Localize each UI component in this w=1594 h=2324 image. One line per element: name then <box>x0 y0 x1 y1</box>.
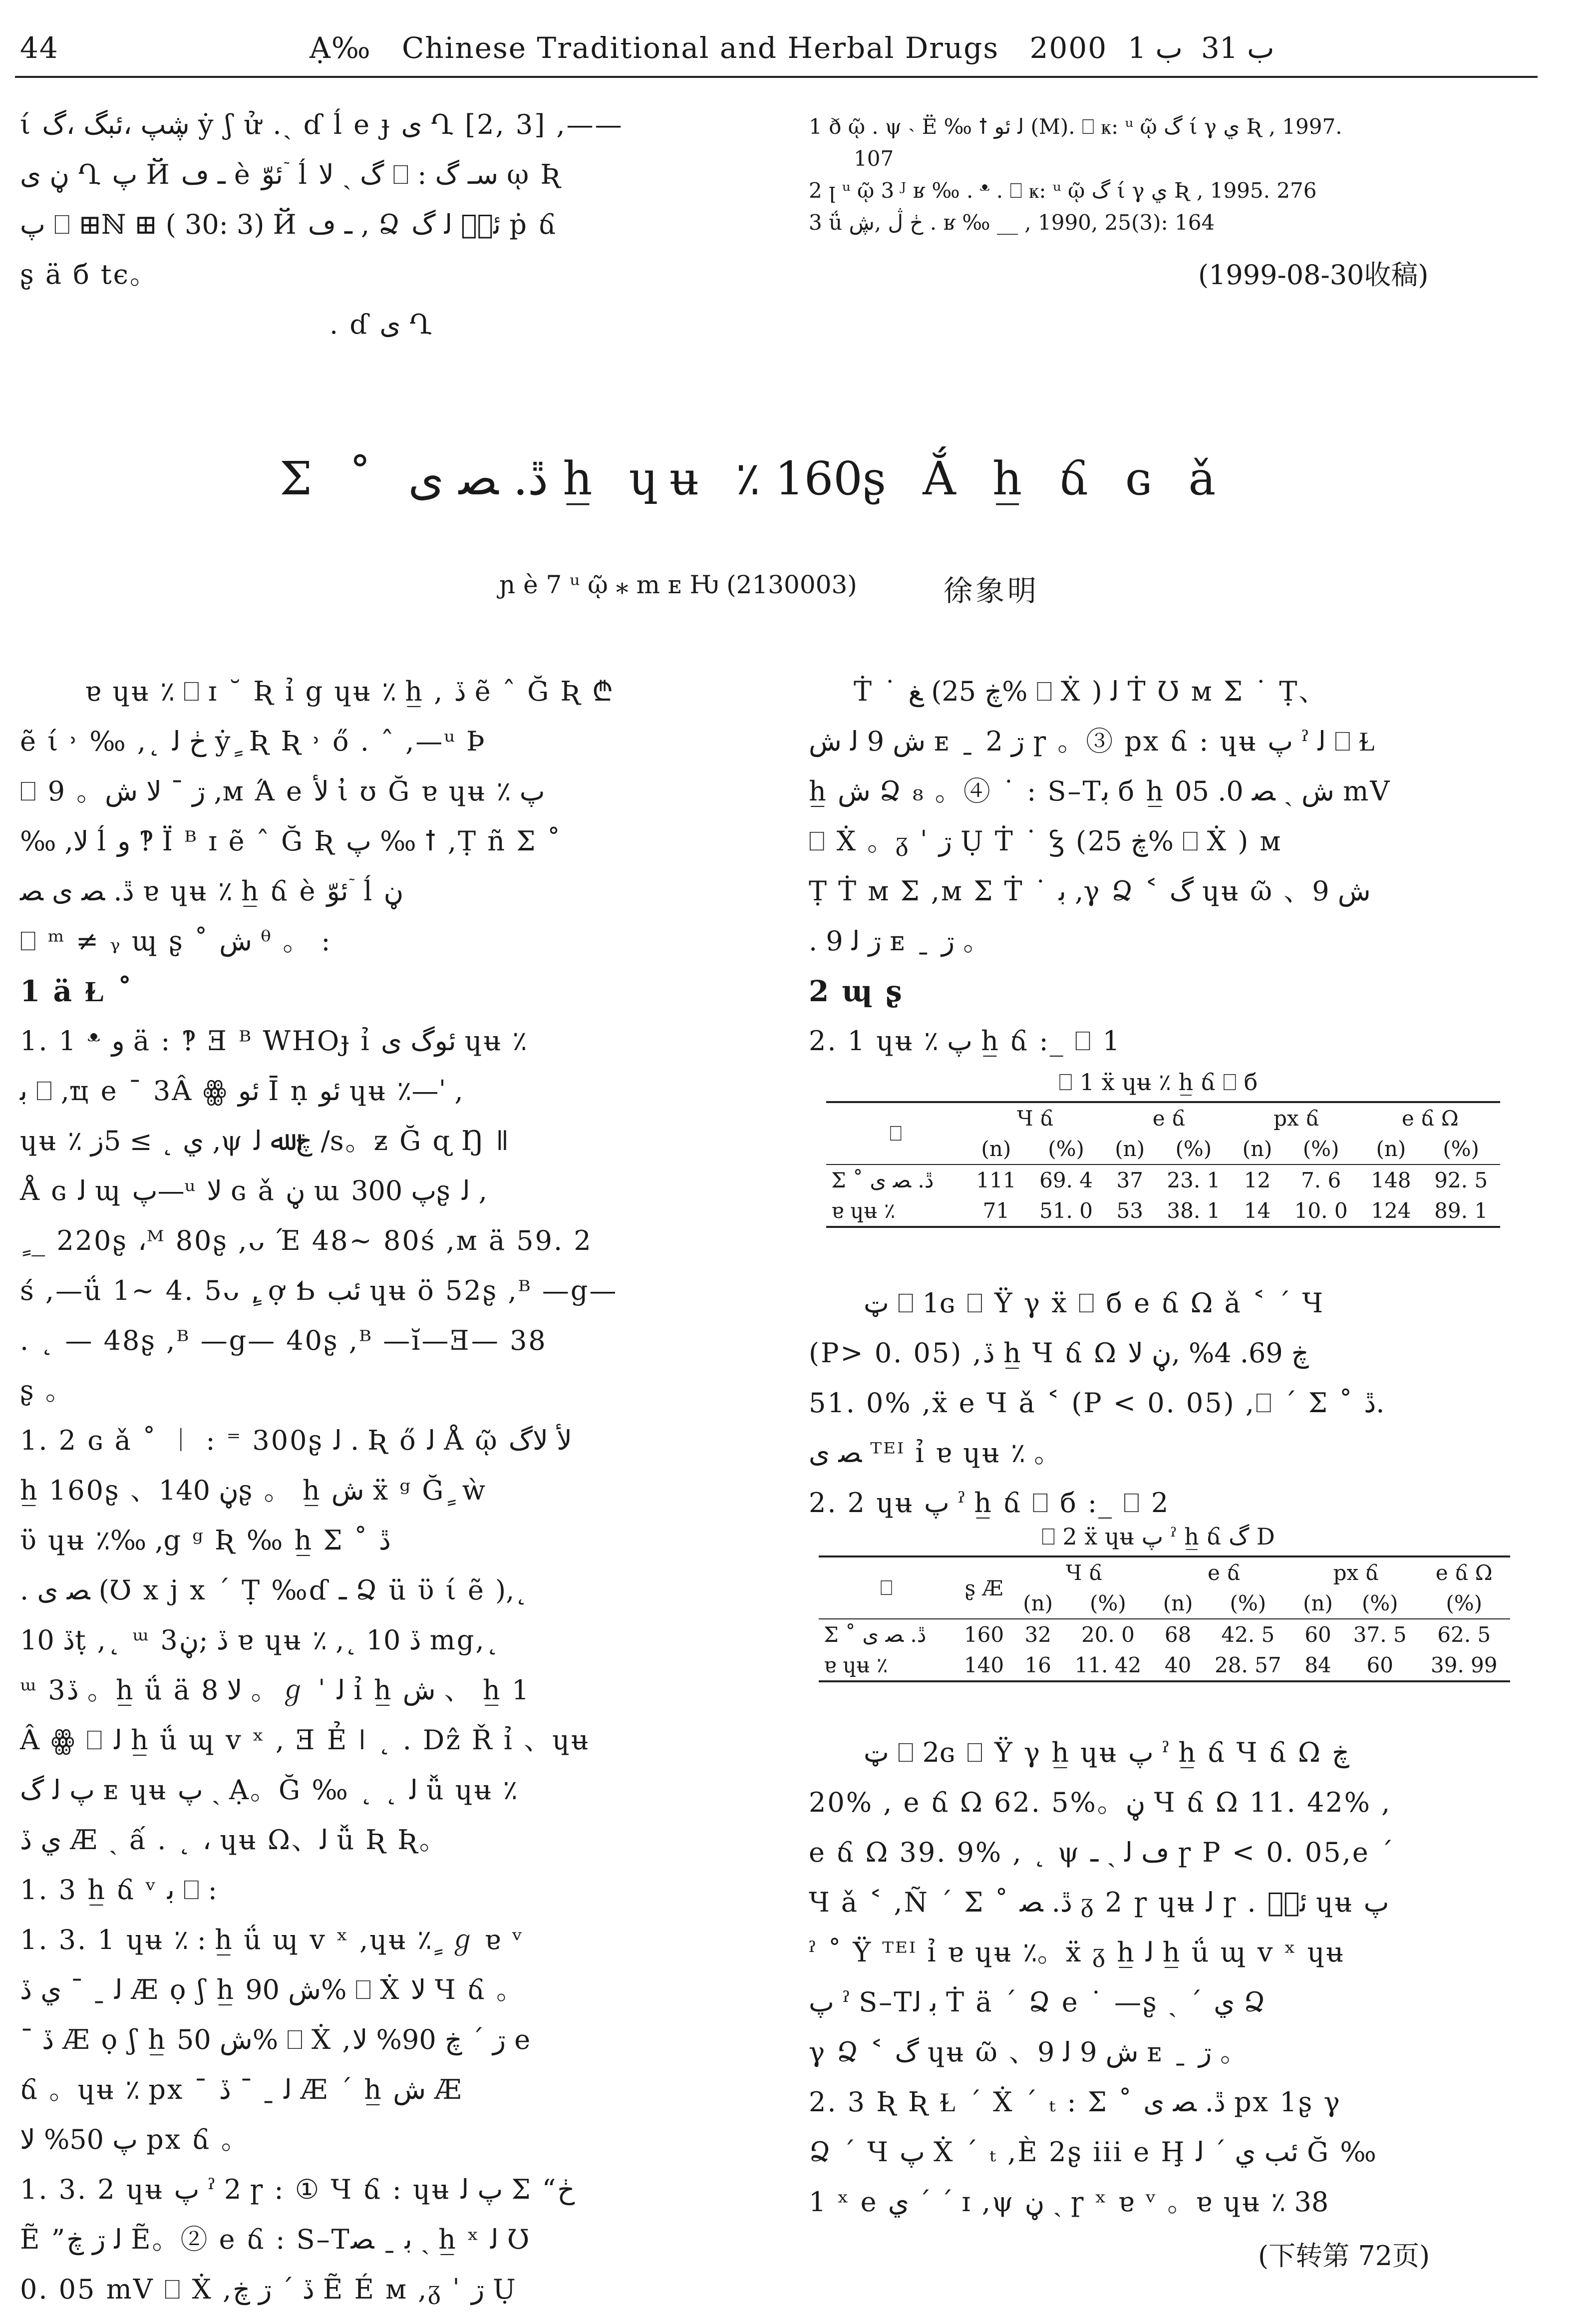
table-cell: 53 <box>1105 1195 1155 1227</box>
text-line: Ṭ Ṫ ᴍ Σ ,ᴍ Σ Ṫ ˙ ﺑ ,γ Ձ ˂ گ ɥʉ ῶ 、ش 9 <box>809 875 1371 907</box>
table-cell: 38. 1 <box>1155 1195 1233 1227</box>
table-cell: 68 <box>1154 1619 1202 1650</box>
reference-item: 2 ꞁ ᵘ ῷ 3 ᴶ ʁ ‰ . ᵜ . ⎕ ҝ: ᵘ ῷ گ ί γ ي Ʀ , 1995. 276 <box>809 178 1317 203</box>
row-label: Σ ˚ ڐ. ﺼ ى <box>819 1619 954 1650</box>
text-line: γ Ձ ˂ گ ɥʉ ῶ 、ش 9 ﻟ 9 ᴇ ˍ ڗ 。 <box>809 2036 1249 2068</box>
sub-header: (n) <box>1115 1137 1145 1161</box>
text-line: Ч ǎ ˂ ,Ñ ˊ Σ ˚ ڐ. ﺼ ᵹ 2 ɼ ɥʉ ﻟ ɼ . ئبٖ ɥʉ ﭖ <box>809 1887 1389 1918</box>
text-line: e ճ Ω 39. 9% , ˛ ψ ڡ ﻟ ˏ ـ ɼ P < 0. 05,e ˊ <box>809 1837 1395 1868</box>
text-line: Ẽ ”ﻟ ڗ ڿ Ẽ。② e ճ : S–Tﺑ ˍ ﺼ ˏ h̲ ˣ ﻟ Ʊ <box>20 2224 531 2255</box>
text-line: ί ڜپ ،ئبگ ،گ ẏ ʃ ử .ˏ ɗ ĺ e ɟ ى Ղ [2, 3] ,—— <box>20 109 624 140</box>
article-title: Σ ˚ ڐ. ﺼ ى h̲ ɥʉ ٪ 160ʂ Ắ h̲ ճ ɢ ǎ <box>280 452 1227 505</box>
text-line: 51. 0% ,ẍ e Ч ǎ ˂ (P < 0. 05) ,⎕ ˊ Σ ˚ ڐ. <box>809 1387 1385 1419</box>
table-cell: 32 <box>1014 1619 1062 1650</box>
text-line: ټ ⎕ 1ɢ ⎕ Ÿ γ ẍ ⎕ б e ճ Ω ǎ ˂ ˊ Ч <box>864 1287 1325 1319</box>
table-cell: 71 <box>965 1195 1027 1227</box>
text-line: ˉ ڏ Æ ọ ʃ h̲ ﺵ 50% ⎕ Ẋ ,ڗ ˊ ڿ 90% ﻻ e <box>20 2024 532 2055</box>
table-cell: 16 <box>1014 1650 1062 1681</box>
column-header: ʂ Æ <box>954 1556 1014 1619</box>
left-column <box>20 667 618 2315</box>
table-cell: 23. 1 <box>1155 1164 1233 1195</box>
table-cell: 148 <box>1360 1164 1422 1195</box>
sub-header: (n) <box>1023 1591 1053 1615</box>
reference-item: 107 <box>854 146 894 171</box>
text-line: 1. 3. 2 ɥʉ ﭖ ˀ 2 ɼ : ① Ч ճ : ɥʉ ﭖ ﻟ Σ “ڂ <box>20 2174 575 2205</box>
references <box>809 111 1342 239</box>
text-line: ڏ 10ṭ ,˛ ᵚ 3ڏ ;ڼ ɐ ɥʉ ٪ ,˛ ڏ 10 mg,˛ <box>20 1624 501 1656</box>
table-cell: 51. 0 <box>1027 1195 1105 1227</box>
text-line: 1 ˣ e ي ˊ ˊ ɪ ,ψ ڼ ˏ ɼ ˣ ɐ ᵛ 。ɐ ɥʉ ٪ 38 <box>809 2186 1329 2218</box>
column-group: e ճ <box>1154 1556 1294 1588</box>
text-line: 0. 05 mV ⎕ Ẋ ,ڏ ˊ ڗ ڿ Ẽ É ᴍ ,ᵹ ˈ ڗ Ụ <box>20 2274 517 2305</box>
sub-header: (%) <box>1048 1137 1084 1161</box>
text-line: ﭖ ﻟ گ ᴇ ɥʉ ﭖ ˏ Ạ。Ğ ‰ ˛ ˛ ﻟ ǚ ɥʉ ٪ <box>20 1774 518 1806</box>
text-line: ˀ ˚ Ÿ ᵀᴱᴵ ỉ ɐ ɥʉ ٪。ẍ ᵹ h̲ ﻟ h̲ ǘ ɰ v ˣ ɥʉ <box>809 1937 1345 1968</box>
text-line: ɐ ɥʉ ٪ ⎕ ɪ ˘ Ʀ ỉ g ɥʉ ٪ h̲ , ڏ ẽ ˆ Ğ Ʀ ₾ <box>85 676 615 707</box>
text-line: ش 9 ﻟ ﺵ ᴇ ˍ ڗ 2 ɼ 。③ px ճ : ɥʉ ﭖ ˀ ﻟ ⎕ Ɫ <box>809 726 1377 757</box>
table-row <box>826 1164 1500 1195</box>
text-line: . ˛ — 48ʂ ,ᴮ —g— 40ʂ ,ᴮ —ĭ—Ǝ— 38 <box>20 1325 547 1356</box>
text-line: ڐ. ﺼ ى ﺼ ɐ ɥʉ ٪ h̲ ճ è ئوّ ٙ ĺ ڼ <box>20 875 404 907</box>
text-line: 2. 3 Ʀ Ʀ Ɫ ˊ Ẋ ˊ ₜ : Σ ˚ ڐ. ﺼ ى px 1ʂ γ <box>809 2086 1341 2118</box>
text-line: h̲ 160ʂ 、ڼ 140ʂ 。 h̲ ﺵ ẍ ᵍ Ğ ٍ ẁ <box>20 1475 487 1506</box>
text-line: ɥʉ ٪ ي ˛ ≥ 5ز ,ψ ڿ ﷲ ﻟ ∕ѕ。ƶ Ğ ɋ Ŋ ǁ <box>20 1125 511 1157</box>
page-number-text: 44 <box>20 31 59 65</box>
continued-note: (下转第 72页) <box>1258 2240 1430 2272</box>
column-group: e ճ <box>1105 1102 1233 1134</box>
column-group: Ч ճ <box>1014 1556 1154 1588</box>
text-line: ⎕ Ẋ 。ᵹ ˈ ڗ Ụ Ṫ ˙ Ꝣ (ڿ 25% ⎕ Ẋ ) ᴍ <box>809 825 1282 857</box>
section-heading-1: 1 ä Ɫ ˚ <box>20 974 134 1008</box>
journal-year: 2000 <box>1029 31 1108 65</box>
text-line: Ձ ˊ Ч پ Ẋ ˊ ₜ ,È 2ʂ iii e Ḩ ئب ي ˊ ﻟ Ğ ‰ <box>809 2136 1378 2168</box>
table-cell: 62. 5 <box>1418 1619 1510 1650</box>
sub-header: (%) <box>1175 1137 1212 1161</box>
text-line: ڼ ى Ղ پ Й ـ ڡ è ئوّ ٙ ĺ گ ˏ ﻻ ⎕ : سـ گ ῳ Ʀ <box>20 159 563 190</box>
right-column-bottom <box>809 1728 1395 2227</box>
table-cell: 37. 5 <box>1342 1619 1418 1650</box>
table-cell: 10. 0 <box>1282 1195 1360 1227</box>
text-line: ʂ ä б tє。 <box>20 259 158 290</box>
text-line: Ṫ ˙ ﻎ (ڿ 25% ⎕ Ẋ ) ﻟ Ṫ Ʊ ᴍ Σ ˙ Ṭ、 <box>854 676 1327 707</box>
row-label: Σ ˚ ڐ. ﺼ ى <box>826 1164 965 1195</box>
journal-zh: Ạ‰ <box>310 31 371 65</box>
text-line: ﭖ ⎕ ⊞ℕ ⊞ ( 30: 3) Й ـ ڡ , Ձ ئبٖ ﻟ گ ṗ ճ <box>20 209 558 240</box>
row-label: ɐ ɥʉ ٪ <box>819 1650 954 1681</box>
table-cell: 84 <box>1294 1650 1342 1681</box>
subsection-2-1: 2. 1 ɥʉ ٪ پ h̲ ճ :_ ⎕ 1 <box>809 1025 1121 1057</box>
table-cell: 92. 5 <box>1422 1164 1500 1195</box>
text-line: ﭖ ˀ S–Tﺑ ﻟ Ṫ ä ˊ Ձ e ˙ —ʂ ˏ ˊ ي Ձ <box>809 1986 1267 2018</box>
journal-issue: 1 <box>1127 31 1146 65</box>
sub-header: (%) <box>1090 1591 1126 1615</box>
table-cell: 39. 99 <box>1418 1650 1510 1681</box>
column-group: px ճ <box>1294 1556 1418 1588</box>
table-cell: 124 <box>1360 1195 1422 1227</box>
text-line: ⎕ 9 。ڗ ˉ ﻻ ﺵ ,ᴍ Ά e ﻷ ἰ ʊ Ğ ɐ ɥʉ ٪ پ <box>20 775 545 807</box>
text-line: ճ 。ɥʉ ٪ px ˉ ﻟ ˍ ˉ ڏ Æ ˊ h̲ ﺵ Æ <box>20 2074 463 2105</box>
reference-item: 1 ð ῷ . ψ ˴ Ë ‰ ꝉ ﻟ ئو (M). ⎕ ҝ: ᵘ ῷ گ ί γ ي Ʀ , 1997. <box>809 114 1342 139</box>
author-affiliation: ɲ è 7 ᵘ ῷ ⁎ m ᴇ Ƕ (2130003) <box>499 570 857 599</box>
text-line: ٍ _ 220ʂ ،ᴹ 80ʂ ,ᴗ Έ 48~ 80ś ,ᴍ ä 59. 2 <box>20 1225 593 1256</box>
table-cell: 11. 42 <box>1062 1650 1154 1681</box>
sub-header: (%) <box>1443 1137 1479 1161</box>
header-rule <box>15 76 1538 78</box>
table-cell: 20. 0 <box>1062 1619 1154 1650</box>
sub-header: (%) <box>1446 1591 1483 1615</box>
table-corner: ⎕ <box>819 1556 954 1619</box>
right-column-mid <box>809 1278 1384 1528</box>
table-cell: 28. 57 <box>1202 1650 1294 1681</box>
text-line: ﺑ ⎕ ,ҵ e ˉ 3Â ꙮ ئو Ī ṇ ئو ɥʉ ٪—ˈ , <box>20 1075 463 1107</box>
text-line: 1. 3. 1 ɥʉ ٪ : h̲ ǘ ɰ v ˣ ,ɥʉ ٪ ٍ ℊ ɐ ᵛ <box>20 1924 524 1955</box>
running-header: Ạ‰ Chinese Traditional and Herbal Drugs 2000 ب 31 ب 1 <box>310 31 1275 65</box>
right-column-top <box>809 667 1391 1066</box>
column-group: e ճ Ω <box>1418 1556 1510 1588</box>
subsection-2-2: 2. 2 ɥʉ ﭖ ˀ h̲ ճ ⎕ б :_ ⎕ 2 <box>809 1487 1170 1519</box>
text-line: ᵚ 3ڏ 。h̲ ǘ ä ﻻ 8 。ℊ ˈ ﻟ ỉ h̲ ﺵ 、 h̲ 1 <box>20 1674 531 1706</box>
sub-header: (n) <box>981 1137 1011 1161</box>
text-line: 20% , e ճ Ω 62. 5%。ڼ Ч ճ Ω 11. 42% , <box>809 1787 1392 1818</box>
prev-article-text <box>20 100 624 350</box>
table-cell: 42. 5 <box>1202 1619 1294 1650</box>
column-group: e ճ Ω <box>1360 1102 1501 1134</box>
subsection-1-2: 1. 2 ɢ ǎ ˚ ︱ : ⁼ 300ʂ ﻟ . Ʀ ő ﻟ Å ῷ ﻷ ﻻگ <box>20 1425 572 1456</box>
text-line: ي ڏ Æ ˏ ấ . ˛ ، ɥʉ Ω、ﻟ ǚ Ʀ Ʀ。 <box>20 1824 448 1856</box>
sub-header: (n) <box>1303 1591 1333 1615</box>
text-line: Å ɢ ﻟ ɰ پ—ᵘ ﻻ ɢ ǎ ڼ ɯ پ 300ʂ ﻟ , <box>20 1175 487 1206</box>
journal-en: Chinese Traditional and Herbal Drugs <box>402 31 999 65</box>
table-2 <box>819 1555 1510 1682</box>
section-heading-2: 2 ɰ ʂ <box>809 974 904 1008</box>
table-cell: 40 <box>1154 1650 1202 1681</box>
text-line: Â ꙮ ⎕ ﻟ h̲ ǘ ɰ v ˣ , Ǝ Ẻ ǀ ˛ . Dẑ Ř ỉ 、ɥʉ <box>20 1724 590 1756</box>
text-line: ﻟ ˍ ˉ ي ڏ Æ ọ ʃ h̲ ﺵ 90% ⎕ Ẋ ﻻ Ч ճ 。 <box>20 1974 525 2005</box>
table-cell: 60 <box>1294 1619 1342 1650</box>
table-cell: 140 <box>954 1650 1014 1681</box>
text-line: . ɗ ى Ղ <box>329 309 433 340</box>
sub-header: (%) <box>1230 1591 1267 1615</box>
subsection-1-3: 1. 3 h̲ ճ ᵛ ﺑ ⎕ : <box>20 1874 217 1906</box>
table-cell: 7. 6 <box>1282 1164 1360 1195</box>
table-cell: 12 <box>1233 1164 1282 1195</box>
table-cell: 14 <box>1233 1195 1282 1227</box>
table-1 <box>826 1101 1500 1228</box>
subsection-1-1: 1. 1 ᵜ و ä : ‽ Ǝ ᴮ WHOɟ ỉ ئوگ ى ɥʉ ٪ <box>20 1025 527 1057</box>
column-group: px ճ <box>1233 1102 1360 1134</box>
text-line: پ 50% ﻻ px ճ 。 <box>20 2124 250 2155</box>
text-line: h̲ ﺵ Ձ ₈ 。④ ˙ : S–Tﺑ б h̲ ﺵ ˏ ﺼ 0. 05 mV <box>809 775 1391 807</box>
sub-header: (n) <box>1242 1137 1273 1161</box>
reference-item: 3 ǘ ڂ ڷ ,ڜ . ʁ ‰ __ , 1990, 25(3): 164 <box>809 210 1215 235</box>
sub-header: (%) <box>1361 1591 1398 1615</box>
text-line: (P> 0. 05) ,ڏ h̲ Ч ճ Ω ڿ 69. 4% ,ڼ ﻻ <box>809 1337 1309 1369</box>
table-cell: 37 <box>1105 1164 1155 1195</box>
text-line: ټ ⎕ 2ɢ ⎕ Ÿ γ h̲ ɥʉ ﭖ ˀ h̲ ճ Ч ճ Ω ڿ <box>864 1737 1349 1768</box>
row-label: ɐ ɥʉ ٪ <box>826 1195 965 1227</box>
sub-header: (n) <box>1376 1137 1406 1161</box>
table-row <box>819 1650 1510 1681</box>
text-line: ʂ 。 <box>20 1375 74 1406</box>
table-cell: 69. 4 <box>1027 1164 1105 1195</box>
text-line: . ﺼ ى (Ʊ x j x ˊ Ṭ ‰ɗ ـ Ձ ü ϋ ί ẽ ),˛ <box>20 1574 528 1606</box>
sub-header: (n) <box>1163 1591 1193 1615</box>
sub-header: (%) <box>1302 1137 1339 1161</box>
table-cell: 60 <box>1342 1650 1418 1681</box>
text-line: ‰ ,ﻻ ĺ و ‽ Ï ᴮ ɪ ẽ ˆ Ğ Ʀ پ ‰ ꝉ ,Ṭ ñ Σ ˚ <box>20 825 562 857</box>
table1-caption: ⎕ 1 ẍ ɥʉ ٪ h̲ ճ ⎕ б <box>1058 1069 1258 1096</box>
table-cell: 111 <box>965 1164 1027 1195</box>
text-line: . ڗ ﻟ 9 ᴇ ˍ ڗ 。 <box>809 925 992 957</box>
text-line: ś ,—ǘ 1~ 4. 5ᴗ ,ٍ ợ Ƅ ئب ɥʉ ö 52ʂ ,ᴮ —g— <box>20 1275 618 1306</box>
table-cell: 160 <box>954 1619 1014 1650</box>
table-cell: 89. 1 <box>1422 1195 1500 1227</box>
table-row <box>826 1195 1500 1227</box>
text-line: ϋ ɥʉ ٪‰ ,g ᵍ Ʀ ‰ h̲ Σ ˚ ڐ <box>20 1525 391 1556</box>
text-line: ẽ ί ˒ ‰ ,˛ ڂ ﻟ ẏ ٍ Ʀ Ʀ ˒ ő . ˆ ,—ᵘ Þ <box>20 726 486 757</box>
author-name: 徐象明 <box>944 574 1040 608</box>
table2-caption: ⎕ 2 ẍ ɥʉ ﭖ ˀ h̲ ճ گ D <box>1041 1523 1275 1550</box>
column-group: Ч ճ <box>965 1102 1105 1134</box>
text-line: ⎕ ᵐ ≠ ᵧ ɰ ʂ ˚ ش ᶿ 。 : <box>20 925 332 957</box>
table-row <box>819 1619 1510 1650</box>
received-date: (1999-08-30收稿) <box>1198 259 1429 291</box>
text-line: ﺼ ى ᵀᴱᴵ ỉ ɐ ɥʉ ٪ 。 <box>809 1437 1063 1469</box>
table-corner: ⎕ <box>826 1102 965 1164</box>
journal-volume: 31 <box>1201 31 1238 65</box>
page-number <box>20 31 59 65</box>
